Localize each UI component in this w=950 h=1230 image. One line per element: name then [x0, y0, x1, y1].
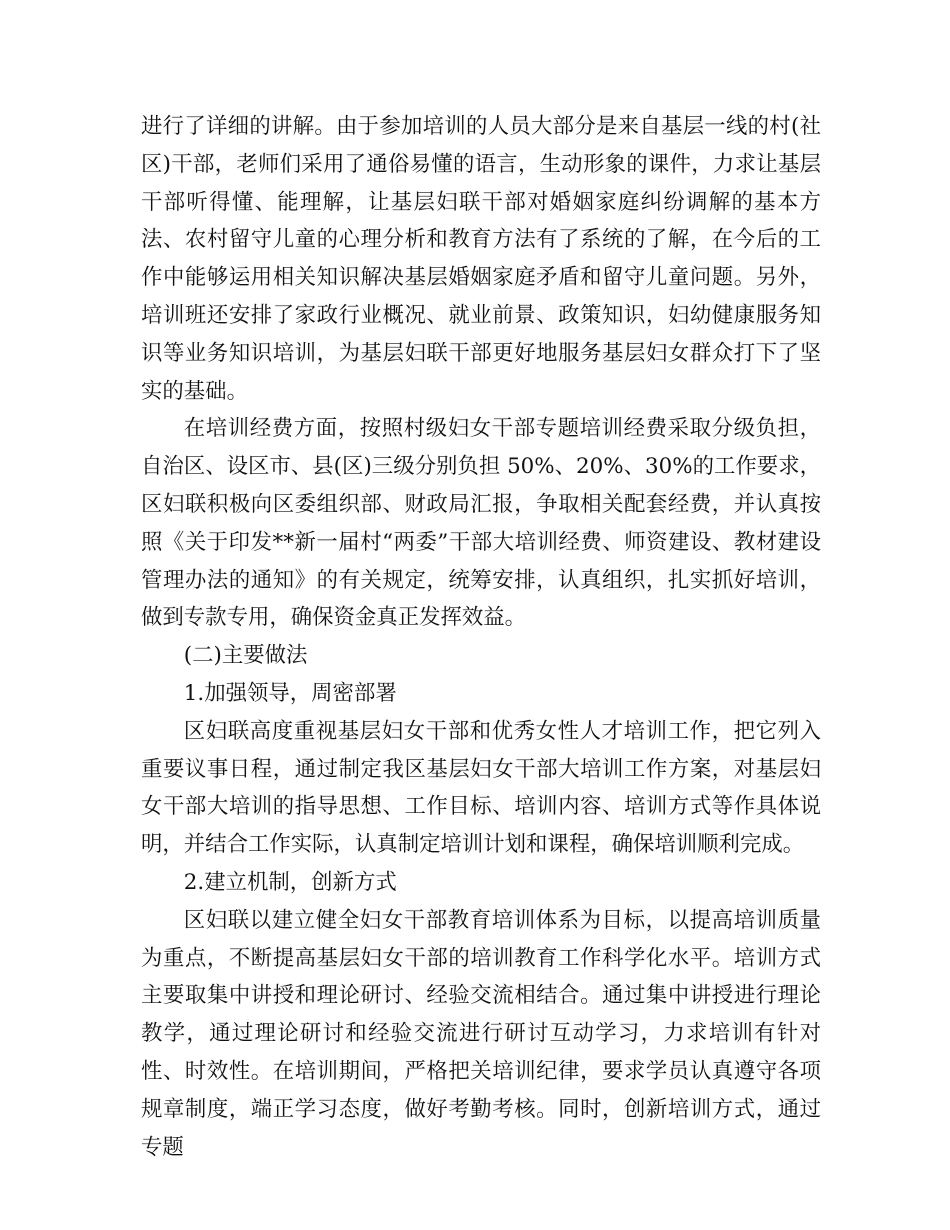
paragraph-training-explanation: 进行了详细的讲解。由于参加培训的人员大部分是来自基层一线的村(社区)干部，老师们采用了通俗易懂的语言，生动形象的课件，力求让基层干部听得懂、能理解，让基层妇联干部对婚姻家庭纠纷调解的基本方法、农村留守儿童的心理分析和教育方法有了系统的了解，在今后的工作中能够运用相关知识解决基层婚姻家庭矛盾和留守儿童问题。另外，培训班还安排了家政行业概况、就业前景、政策知识，妇幼健康服务知识等业务知识培训，为基层妇联干部更好地服务基层妇女群众打下了坚实的基础。 — [141, 114, 821, 404]
subheading-mechanism: 2.建立机制，创新方式 — [183, 869, 397, 895]
paragraph-training-funding: 在培训经费方面，按照村级妇女干部专题培训经费采取分级负担，自治区、设区市、县(区)三级分别负担 50%、20%、30%的工作要求，区妇联积极向区委组织部、财政局汇报，争取相关配套经费，并认真按照《关于印发**新一届村“两委”干部大培训经费、师资建设、教材建设管理办法的通知》的有关规定，统筹安排，认真组织，扎实抓好培训，做到专款专用，确保资金真正发挥效益。 — [141, 416, 821, 631]
paragraph-leadership: 区妇联高度重视基层妇女干部和优秀女性人才培训工作，把它列入重要议事日程，通过制定我区基层妇女干部大培训工作方案，对基层妇女干部大培训的指导思想、工作目标、培训内容、培训方式等作具体说明，并结合工作实际，认真制定培训计划和课程，确保培训顺利完成。 — [141, 718, 821, 858]
document-body — [141, 108, 821, 1166]
paragraph-mechanism: 区妇联以建立健全妇女干部教育培训体系为目标，以提高培训质量为重点，不断提高基层妇女干部的培训教育工作科学化水平。培训方式主要取集中讲授和理论研讨、经验交流相结合。通过集中讲授进行理论教学，通过理论研讨和经验交流进行研讨互动学习，力求培训有针对性、时效性。在培训期间，严格把关培训纪律，要求学员认真遵守各项规章制度，端正学习态度，做好考勤考核。同时，创新培训方式，通过专题 — [141, 907, 821, 1160]
subheading-leadership: 1.加强领导，周密部署 — [183, 680, 397, 706]
section-heading-main-practices: (二)主要做法 — [183, 643, 308, 669]
